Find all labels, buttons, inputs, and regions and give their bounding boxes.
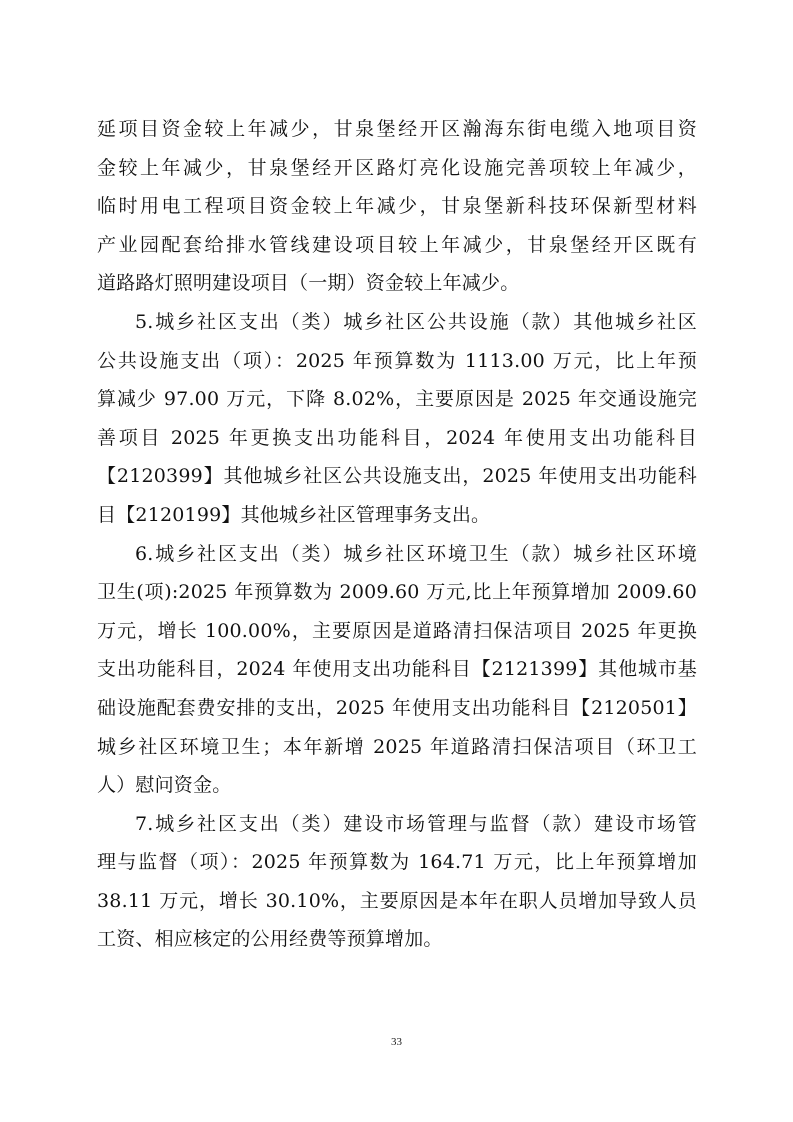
text-line: 临时用电工程项目资金较上年减少，甘泉堡新科技环保新型材料 xyxy=(97,195,697,218)
text-line: 产业园配套给排水管线建设项目较上年减少，甘泉堡经开区既有 xyxy=(97,233,697,256)
text-line: 工资、相应核定的公用经费等预算增加。 xyxy=(97,928,443,951)
text-line: 金较上年减少，甘泉堡经开区路灯亮化设施完善项较上年减少， xyxy=(97,156,697,179)
text-line: 支出功能科目，2024 年使用支出功能科目【2121399】其他城市基 xyxy=(97,658,697,681)
text-line: 目【2120199】其他城乡社区管理事务支出。 xyxy=(97,503,491,526)
text-line: 人）慰问资金。 xyxy=(97,774,232,797)
text-line: 卫生(项):2025 年预算数为 2009.60 万元,比上年预算增加 2009.60 xyxy=(97,581,697,604)
text-line: 础设施配套费安排的支出，2025 年使用支出功能科目【2120501】 xyxy=(97,696,697,719)
text-line: 延项目资金较上年减少，甘泉堡经开区瀚海东街电缆入地项目资 xyxy=(97,118,697,140)
section-6-heading-line: 6.城乡社区支出（类）城乡社区环境卫生（款）城乡社区环境 xyxy=(135,542,697,565)
section-7-heading-line: 7.城乡社区支出（类）建设市场管理与监督（款）建设市场管 xyxy=(135,812,697,835)
text-line: 公共设施支出（项）：2025 年预算数为 1113.00 万元，比上年预 xyxy=(97,349,697,372)
text-line: 理与监督（项）：2025 年预算数为 164.71 万元，比上年预算增加 xyxy=(97,851,697,874)
text-line: 38.11 万元，增长 30.10%，主要原因是本年在职人员增加导致人员 xyxy=(97,889,697,912)
text-line: 城乡社区环境卫生；本年新增 2025 年道路清扫保洁项目（环卫工 xyxy=(97,735,697,758)
section-5-heading-line: 5.城乡社区支出（类）城乡社区公共设施（款）其他城乡社区 xyxy=(135,310,697,333)
page-number: 33 xyxy=(391,1036,402,1048)
body-text xyxy=(97,110,697,959)
text-line: 道路路灯照明建设项目（一期）资金较上年减少。 xyxy=(97,272,520,295)
text-line: 算减少 97.00 万元，下降 8.02%，主要原因是 2025 年交通设施完 xyxy=(97,388,697,411)
text-line: 【2120399】其他城乡社区公共设施支出，2025 年使用支出功能科 xyxy=(97,465,697,488)
text-line: 善项目 2025 年更换支出功能科目，2024 年使用支出功能科目 xyxy=(97,426,697,449)
text-line: 万元，增长 100.00%，主要原因是道路清扫保洁项目 2025 年更换 xyxy=(97,619,697,642)
